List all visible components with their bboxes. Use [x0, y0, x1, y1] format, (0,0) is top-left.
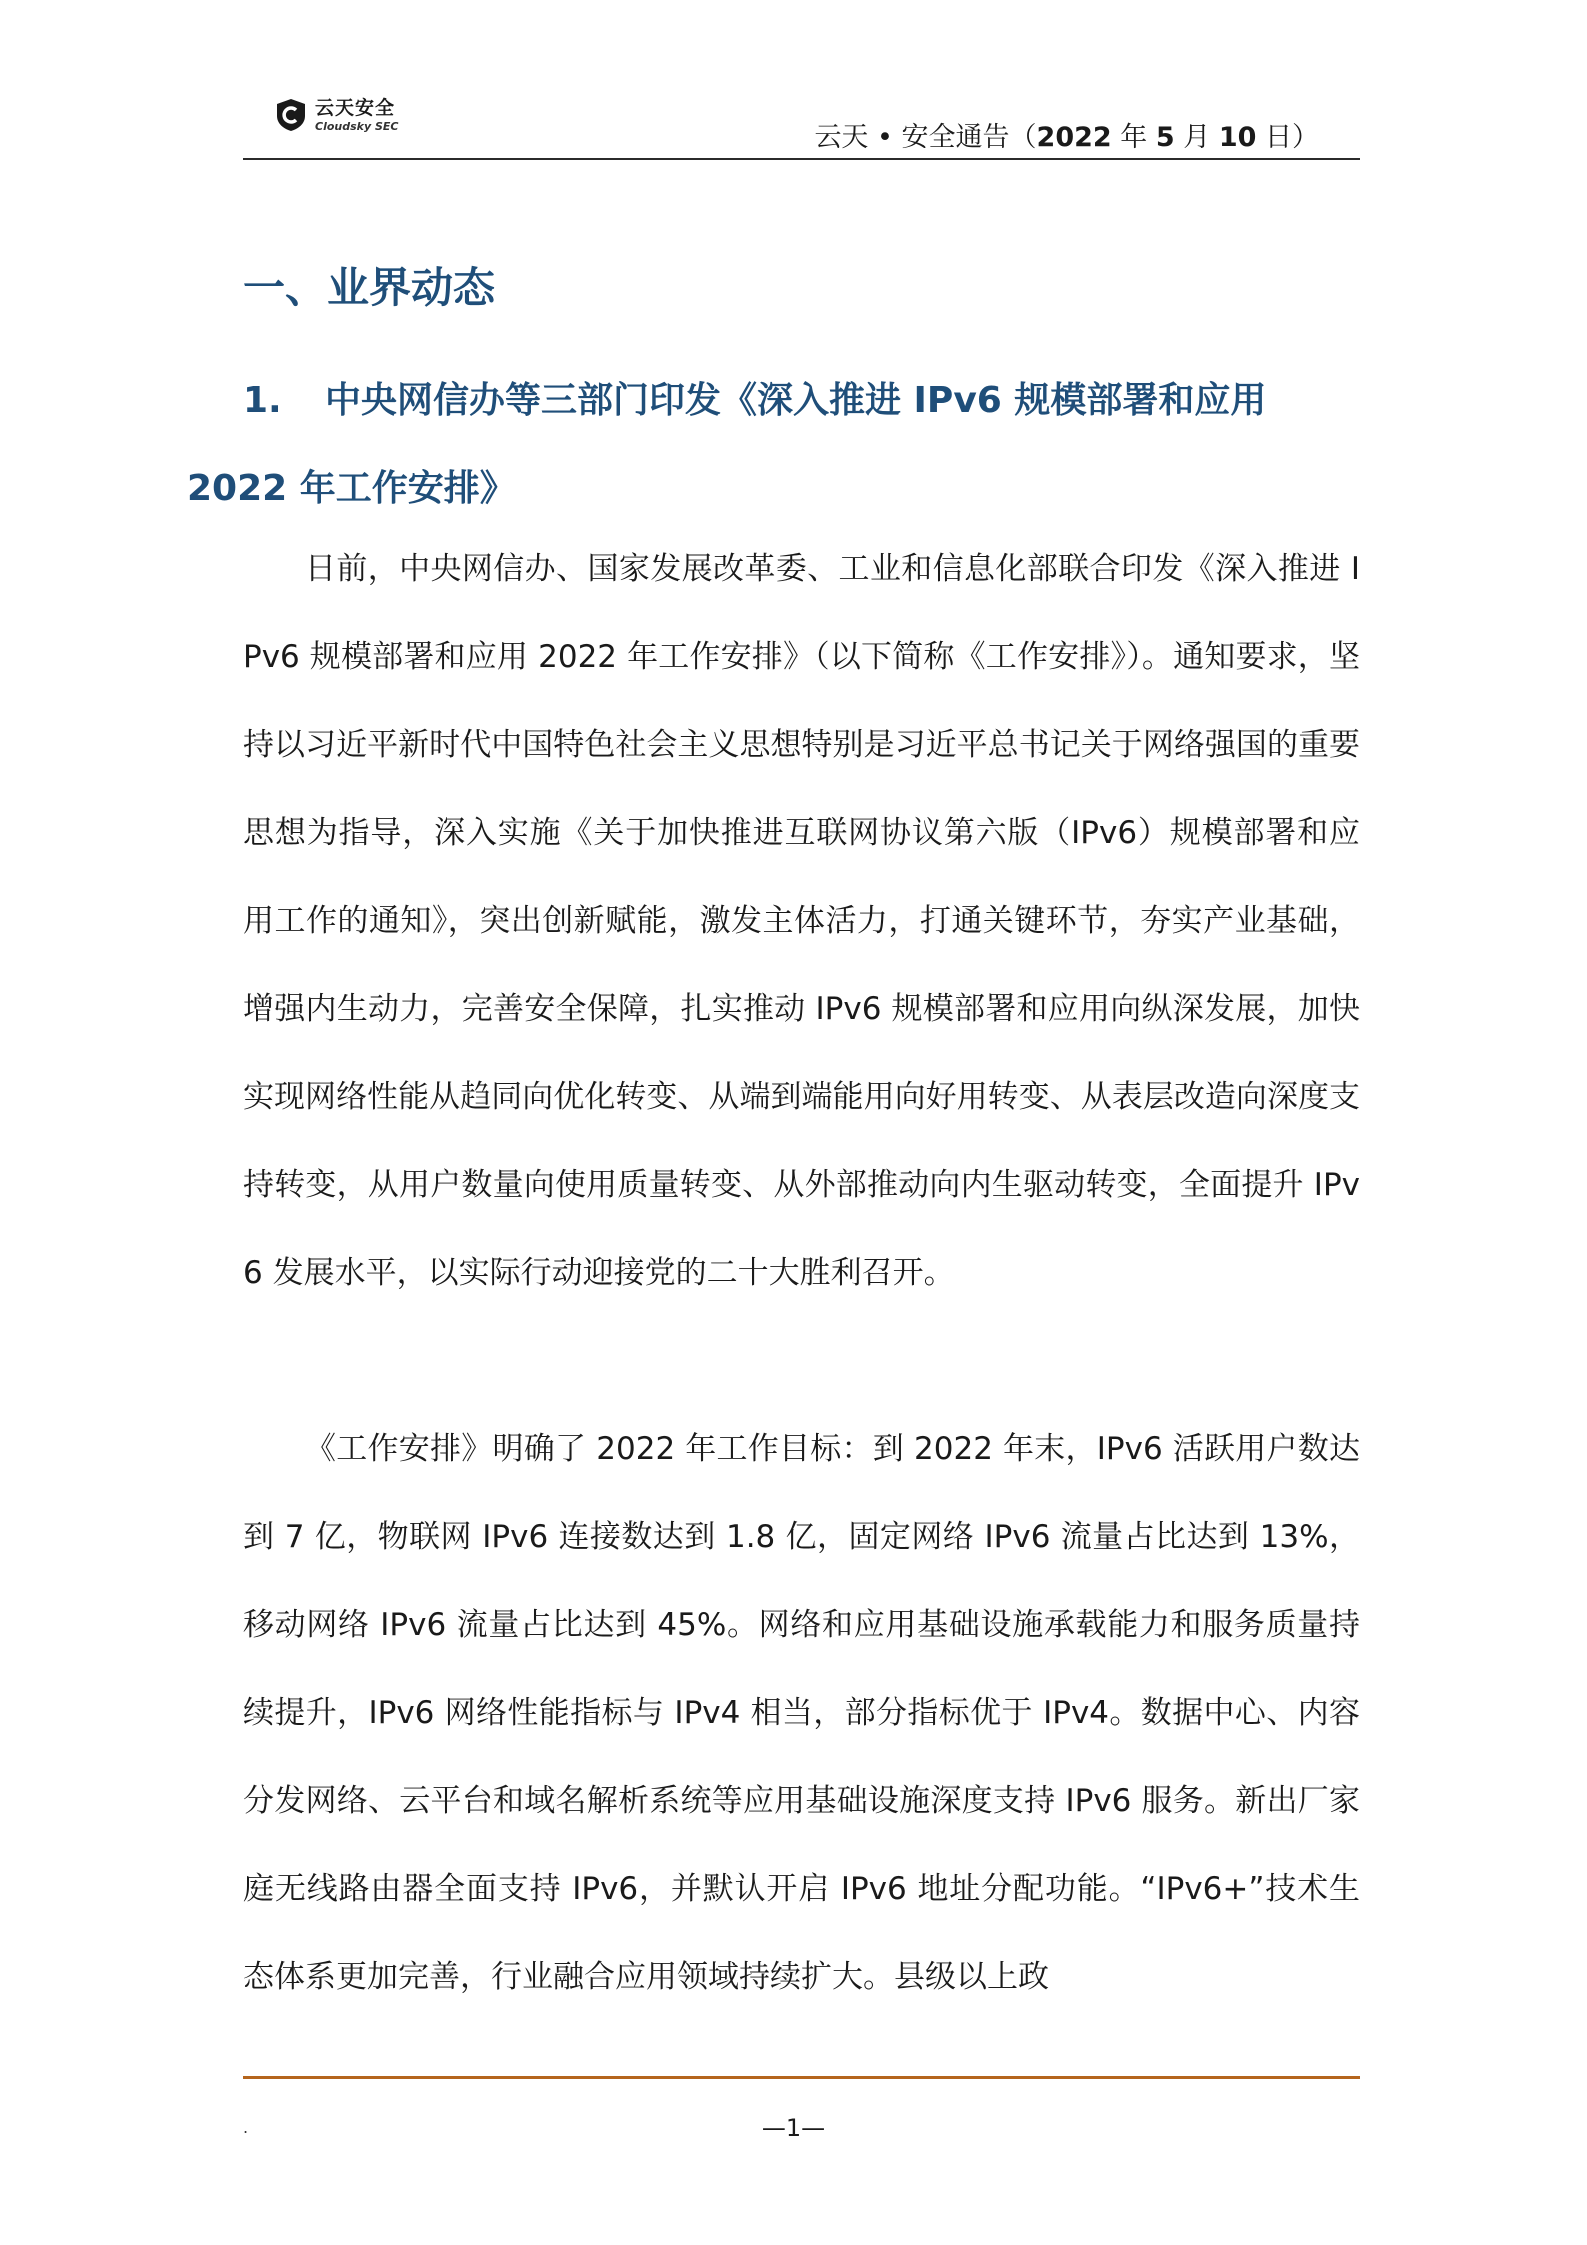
article-title [187, 357, 1367, 533]
shield-c-icon [275, 98, 307, 132]
logo-text-en: Cloudsky SEC [315, 119, 399, 133]
paragraph-text: 日前，中央网信办、国家发展改革委、工业和信息化部联合印发《深入推进 IPv6 规模部署和应用 2022 年工作安排》（以下简称《工作安排》）。通知要求，坚持以习近平新时代中国特色社会主义思想特别是习近平总书记关于网络强国的重要思想为指导，深入实施《关于加快推进互联网协议第六版（IPv6）规模部署和应用工作的通知》，突出创新赋能，激发主体活力，打通关键环节，夯实产业基础，增强内生动力，完善安全保障，扎实推动 IPv6 规模部署和应用向纵深发展，加快实现网络性能从趋同向优化转变、从端到端能用向好用转变、从表层改造向深度支持转变，从用户数量向使用质量转变、从外部推动向内生驱动转变，全面提升 IPv6 发展水平，以实际行动迎接党的二十大胜利召开。 [243, 551, 1360, 1291]
footer-mark: . [243, 2118, 249, 2137]
article-number: 1. [243, 380, 282, 421]
footer-divider [243, 2076, 1360, 2079]
article-title-text: 中央网信办等三部门印发《深入推进 IPv6 规模部署和应用 2022 年工作安排》 [187, 380, 1267, 509]
section-heading: 一、业界动态 [243, 263, 496, 312]
page-number: —1— [761, 2114, 826, 2142]
header-divider [243, 158, 1360, 160]
bulletin-title: 云天 • 安全通告（2022 年 5 月 10 日） [814, 122, 1319, 153]
company-logo [275, 98, 398, 132]
article-paragraph [243, 1405, 1360, 2021]
paragraph-text: 《工作安排》明确了 2022 年工作目标：到 2022 年末，IPv6 活跃用户数达到 7 亿，物联网 IPv6 连接数达到 1.8 亿，固定网络 IPv6 流量占比达到 13%，移动网络 IPv6 流量占比达到 45%。网络和应用基础设施承载能力和服务质量持续提升，IPv6 网络性能指标与 IPv4 相当，部分指标优于 IPv4。数据中心、内容分发网络、云平台和域名解析系统等应用基础设施深度支持 IPv6 服务。新出厂家庭无线路由器全面支持 IPv6，并默认开启 IPv6 地址分配功能。“IPv6+”技术生态体系更加完善，行业融合应用领域持续扩大。县级以上政 [243, 1431, 1360, 1995]
logo-text-cn: 云天安全 [315, 96, 396, 119]
article-paragraph [243, 525, 1360, 1317]
